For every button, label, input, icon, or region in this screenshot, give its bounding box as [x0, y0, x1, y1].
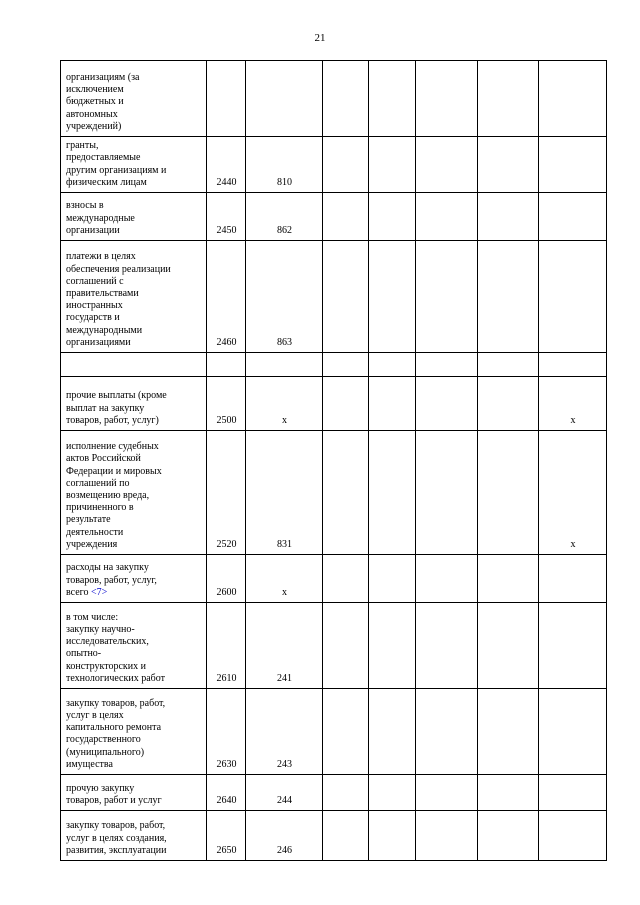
- row-value-cell: [478, 689, 539, 775]
- row-value-cell: [478, 811, 539, 861]
- row-code: 2460: [207, 241, 246, 353]
- table-row: [61, 377, 607, 431]
- table-row: [61, 603, 607, 689]
- row-description: [61, 377, 207, 431]
- row-code: 2630: [207, 689, 246, 775]
- table-row: [61, 353, 607, 377]
- row-value-cell: [478, 353, 539, 377]
- row-code: 2610: [207, 603, 246, 689]
- row-value-cell-last: [539, 193, 607, 241]
- table-row: [61, 193, 607, 241]
- row-value-cell-last: [539, 555, 607, 603]
- row-value-cell: [416, 775, 478, 811]
- row-value-cell: [416, 61, 478, 137]
- row-value-cell: [416, 811, 478, 861]
- row-code: 2500: [207, 377, 246, 431]
- row-kbk-code: 244: [246, 775, 323, 811]
- row-kbk-code: 246: [246, 811, 323, 861]
- row-value-cell: [323, 193, 369, 241]
- row-value-cell: [369, 555, 416, 603]
- row-description-text: в том числе: закупку научно- исследовательских, опытно- конструкторских и технологических работ: [66, 611, 165, 684]
- row-value-cell: [369, 377, 416, 431]
- row-value-cell: [416, 377, 478, 431]
- row-value-cell: [478, 603, 539, 689]
- row-value-cell: [323, 555, 369, 603]
- row-value-cell: [369, 137, 416, 193]
- row-value-cell: [416, 603, 478, 689]
- row-description: [61, 603, 207, 689]
- row-value-cell: [323, 811, 369, 861]
- row-description: [61, 353, 207, 377]
- row-value-cell: [478, 61, 539, 137]
- row-value-cell: [416, 193, 478, 241]
- table-row: [61, 61, 607, 137]
- row-description: [61, 61, 207, 137]
- row-code: 2520: [207, 431, 246, 555]
- row-value-cell: [323, 137, 369, 193]
- row-code: 2450: [207, 193, 246, 241]
- row-description: [61, 689, 207, 775]
- table-row: [61, 811, 607, 861]
- row-description: [61, 431, 207, 555]
- row-value-cell: [369, 193, 416, 241]
- row-value-cell: [478, 775, 539, 811]
- row-description-text: расходы на закупку товаров, работ, услуг, всего: [66, 562, 157, 598]
- row-code: 2600: [207, 555, 246, 603]
- row-value-cell-last: x: [539, 431, 607, 555]
- row-description-text: прочую закупку товаров, работ и услуг: [66, 782, 162, 806]
- row-value-cell: [478, 193, 539, 241]
- row-description: [61, 137, 207, 193]
- row-value-cell: [416, 431, 478, 555]
- row-value-cell: [416, 689, 478, 775]
- row-code: 2440: [207, 137, 246, 193]
- page-number: 21: [314, 32, 326, 44]
- row-description: [61, 555, 207, 603]
- row-description: [61, 811, 207, 861]
- row-value-cell: [323, 431, 369, 555]
- row-value-cell: [323, 241, 369, 353]
- row-value-cell: [416, 555, 478, 603]
- row-value-cell-last: [539, 137, 607, 193]
- row-value-cell: [323, 61, 369, 137]
- row-value-cell: [369, 775, 416, 811]
- row-value-cell: [369, 431, 416, 555]
- row-value-cell: [416, 137, 478, 193]
- table-row: [61, 775, 607, 811]
- row-value-cell: [369, 603, 416, 689]
- row-kbk-code: 243: [246, 689, 323, 775]
- row-description-text: гранты, предоставляемые другим организациям и физическим лицам: [66, 140, 167, 188]
- row-kbk-code: [246, 61, 323, 137]
- table-row: [61, 137, 607, 193]
- table-row: [61, 689, 607, 775]
- row-value-cell: [369, 811, 416, 861]
- row-value-cell-last: x: [539, 377, 607, 431]
- row-value-cell-last: [539, 811, 607, 861]
- row-description-text: прочие выплаты (кроме выплат на закупку товаров, работ, услуг): [66, 390, 167, 426]
- row-value-cell-last: [539, 241, 607, 353]
- row-kbk-code: [246, 353, 323, 377]
- row-kbk-code: 863: [246, 241, 323, 353]
- row-description: [61, 193, 207, 241]
- row-description-text: организациям (за исключением бюджетных и автономных учреждений): [66, 71, 140, 132]
- row-value-cell: [323, 603, 369, 689]
- row-description-text: закупку товаров, работ, услуг в целях создания, развития, эксплуатации: [66, 820, 167, 856]
- row-kbk-code: 810: [246, 137, 323, 193]
- row-value-cell: [323, 353, 369, 377]
- footnote-link[interactable]: <7>: [91, 586, 108, 598]
- row-code: 2650: [207, 811, 246, 861]
- row-value-cell: [369, 689, 416, 775]
- row-kbk-code: x: [246, 377, 323, 431]
- row-kbk-code: x: [246, 555, 323, 603]
- row-value-cell: [416, 241, 478, 353]
- row-code: [207, 353, 246, 377]
- row-value-cell: [369, 353, 416, 377]
- row-code: 2640: [207, 775, 246, 811]
- table-row: [61, 241, 607, 353]
- row-code: [207, 61, 246, 137]
- row-value-cell: [323, 775, 369, 811]
- row-value-cell: [323, 689, 369, 775]
- row-value-cell-last: [539, 775, 607, 811]
- row-value-cell: [478, 137, 539, 193]
- row-kbk-code: 862: [246, 193, 323, 241]
- table-row: [61, 431, 607, 555]
- row-description-text: исполнение судебных актов Российской Федерации и мировых соглашений по возмещению вреда, причиненного в результате деятельности учреждения: [66, 441, 162, 550]
- row-description: [61, 775, 207, 811]
- row-value-cell-last: [539, 61, 607, 137]
- row-value-cell: [478, 431, 539, 555]
- row-description: [61, 241, 207, 353]
- row-value-cell-last: [539, 603, 607, 689]
- row-kbk-code: 831: [246, 431, 323, 555]
- budget-table: [60, 60, 607, 861]
- row-description-text: закупку товаров, работ, услуг в целях капитального ремонта государственного (муниципального) имущества: [66, 697, 166, 770]
- row-value-cell-last: [539, 353, 607, 377]
- row-value-cell-last: [539, 689, 607, 775]
- row-value-cell: [369, 61, 416, 137]
- row-description-text: взносы в международные организации: [66, 200, 135, 236]
- row-value-cell: [478, 377, 539, 431]
- row-value-cell: [323, 377, 369, 431]
- row-value-cell: [478, 241, 539, 353]
- row-value-cell: [478, 555, 539, 603]
- row-value-cell: [369, 241, 416, 353]
- row-description-text: платежи в целях обеспечения реализации соглашений с правительствами иностранных государств и международными организациями: [66, 251, 171, 348]
- table-row: [61, 555, 607, 603]
- row-value-cell: [416, 353, 478, 377]
- row-kbk-code: 241: [246, 603, 323, 689]
